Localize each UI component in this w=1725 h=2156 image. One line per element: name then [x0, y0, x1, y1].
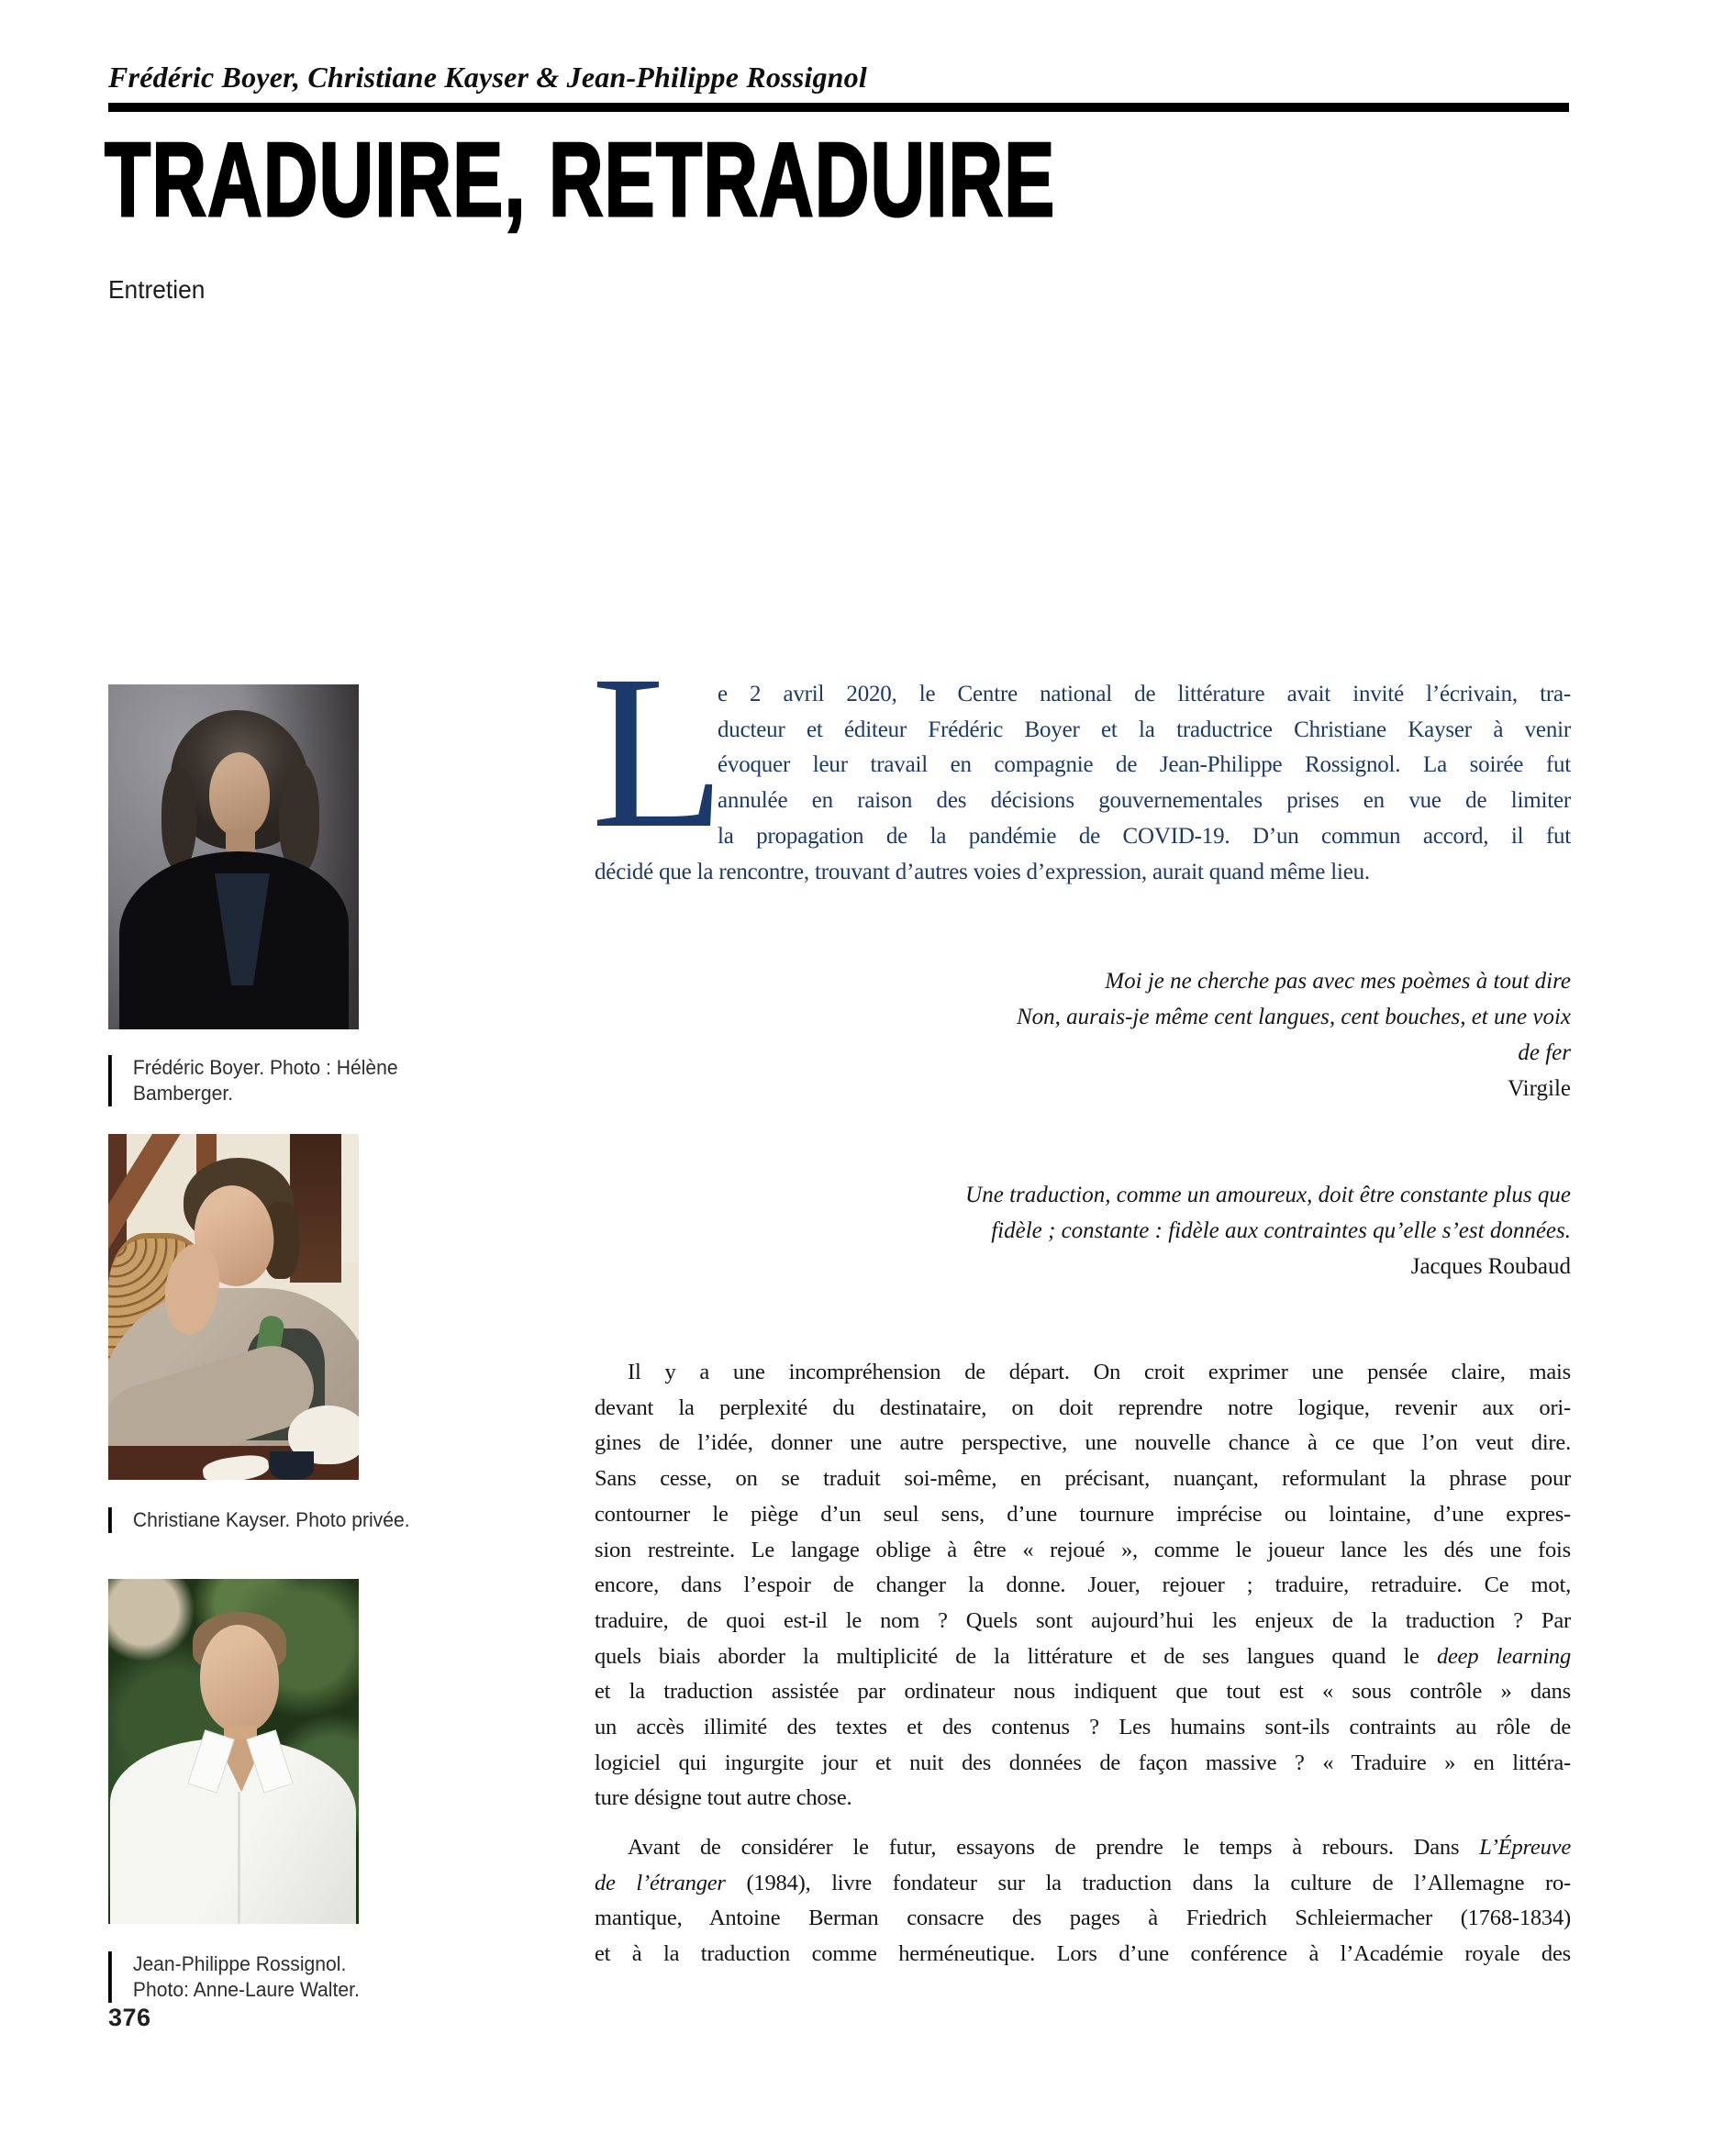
text-line: un accès illimité des textes et des contenus ? Les humains sont-ils contraints au rôle de [595, 1715, 1571, 1740]
text-line: ducteur et éditeur Frédéric Boyer et la traductrice Christiane Kayser à venir [718, 717, 1571, 742]
text-line: e 2 avril 2020, le Centre national de littérature avait invité l’écrivain, tra- [718, 682, 1571, 706]
text-line: Jean-Philippe Rossignol. [132, 1952, 347, 1975]
text-line: logiciel qui ingurgite jour et nuit des données de façon massive ? « Traduire » en littéra- [595, 1750, 1571, 1775]
text-line: ture désigne tout autre chose. [595, 1785, 852, 1811]
drop-cap: L [591, 629, 726, 873]
photo-frederic-boyer [108, 684, 359, 1029]
title-rule [108, 103, 1569, 112]
text-line: Avant de considérer le futur, essayons de prendre le temps à rebours. Dans L’Épreuve [628, 1835, 1571, 1860]
text-line: de fer [1518, 1040, 1571, 1065]
text-line: Non, aurais-je même cent langues, cent bouches, et une voix [1017, 1005, 1571, 1029]
text-line: Frédéric Boyer. Photo : Hélène [132, 1056, 398, 1079]
epigraph-attribution: Jacques Roubaud [1410, 1254, 1571, 1279]
text-line: Sans cesse, on se traduit soi-même, en précisant, nuançant, reformulant la phrase pour [595, 1466, 1571, 1492]
window-pane-shape [341, 1134, 359, 1262]
photo-christiane-kayser [108, 1134, 359, 1480]
caption-jean-philippe-rossignol [108, 1951, 424, 2003]
authors-line: Frédéric Boyer, Christiane Kayser & Jean-Philippe Rossignol [108, 61, 867, 94]
body-paragraph-2 [595, 1830, 1571, 1973]
text-line: Christiane Kayser. Photo privée. [132, 1508, 410, 1531]
text-line: gines de l’idée, donner une autre perspective, une nouvelle chance à ce que l’on veut dire. [595, 1430, 1571, 1456]
shirt-placket-shape [238, 1792, 240, 1924]
text-line: et à la traduction comme herméneutique. Lors d’une conférence à l’Académie royale des [595, 1941, 1571, 1967]
text-line: la propagation de la pandémie de COVID-19. D’un commun accord, il fut [718, 823, 1571, 849]
text-line: contourner le piège d’un seul sens, d’une tournure imprécise ou lointaine, d’une expres- [595, 1501, 1571, 1527]
intro-paragraph-last-line: décidé que la rencontre, trouvant d’autres voies d’expression, aurait quand même lieu. [595, 860, 1370, 884]
article-genre-label: Entretien [108, 275, 206, 304]
text-line: Photo: Anne-Laure Walter. [132, 1978, 360, 2001]
body-paragraph-1 [595, 1355, 1571, 1817]
page-title: TRADUIRE, RETRADUIRE [105, 122, 1056, 239]
epigraph-attribution: Virgile [1508, 1076, 1571, 1101]
text-line: encore, dans l’espoir de changer la donne. Jouer, rejouer ; traduire, retraduire. Ce mot, [595, 1573, 1571, 1598]
text-line: de l’étranger (1984), livre fondateur sur la traduction dans la culture de l’Allemagne ro- [595, 1870, 1571, 1895]
text-line: Il y a une incompréhension de départ. On croit exprimer une pensée claire, mais [628, 1360, 1571, 1384]
text-line: Bamberger. [132, 1082, 234, 1105]
epigraph-lines [595, 1177, 1571, 1249]
text-line: mantique, Antoine Berman consacre des pages à Friedrich Schleiermacher (1768-1834) [595, 1906, 1571, 1931]
text-line: sion restreinte. Le langage oblige à être « rejoué », comme le joueur lance les dés une fois [595, 1537, 1571, 1562]
photo-jean-philippe-rossignol [108, 1579, 359, 1924]
text-line: évoquer leur travail en compagnie de Jean-Philippe Rossignol. La soirée fut [718, 752, 1571, 778]
text-line: Une traduction, comme un amoureux, doit être constante plus que [965, 1183, 1571, 1207]
text-line: quels biais aborder la multiplicité de la littérature et de ses langues quand le deep learning [595, 1643, 1572, 1669]
text-line: annulée en raison des décisions gouvernementales prises en vue de limiter [718, 788, 1571, 814]
text-line: devant la perplexité du destinataire, on doit reprendre notre logique, revenir aux ori- [595, 1395, 1571, 1420]
epigraph-virgile [595, 963, 1571, 1106]
caption-christiane-kayser [108, 1507, 424, 1533]
text-line: et la traduction assistée par ordinateur nous indiquent que tout est « sous contrôle » dans [595, 1679, 1571, 1705]
cup-shape [270, 1451, 314, 1480]
intro-paragraph-lines [718, 677, 1571, 855]
text-line: Moi je ne cherche pas avec mes poèmes à tout dire [1105, 969, 1571, 994]
face-shape [209, 752, 270, 837]
epigraph-roubaud [595, 1177, 1571, 1284]
text-line: traduire, de quoi est-il le nom ? Quels sont aujourd’hui les enjeux de la traduction ? Par [595, 1607, 1571, 1633]
epigraph-lines [595, 963, 1571, 1071]
text-line: fidèle ; constante : fidèle aux contraintes qu’elle s’est données. [991, 1218, 1571, 1243]
face-shape [200, 1625, 279, 1733]
caption-frederic-boyer [108, 1055, 424, 1106]
page-number: 376 [108, 2004, 151, 2031]
